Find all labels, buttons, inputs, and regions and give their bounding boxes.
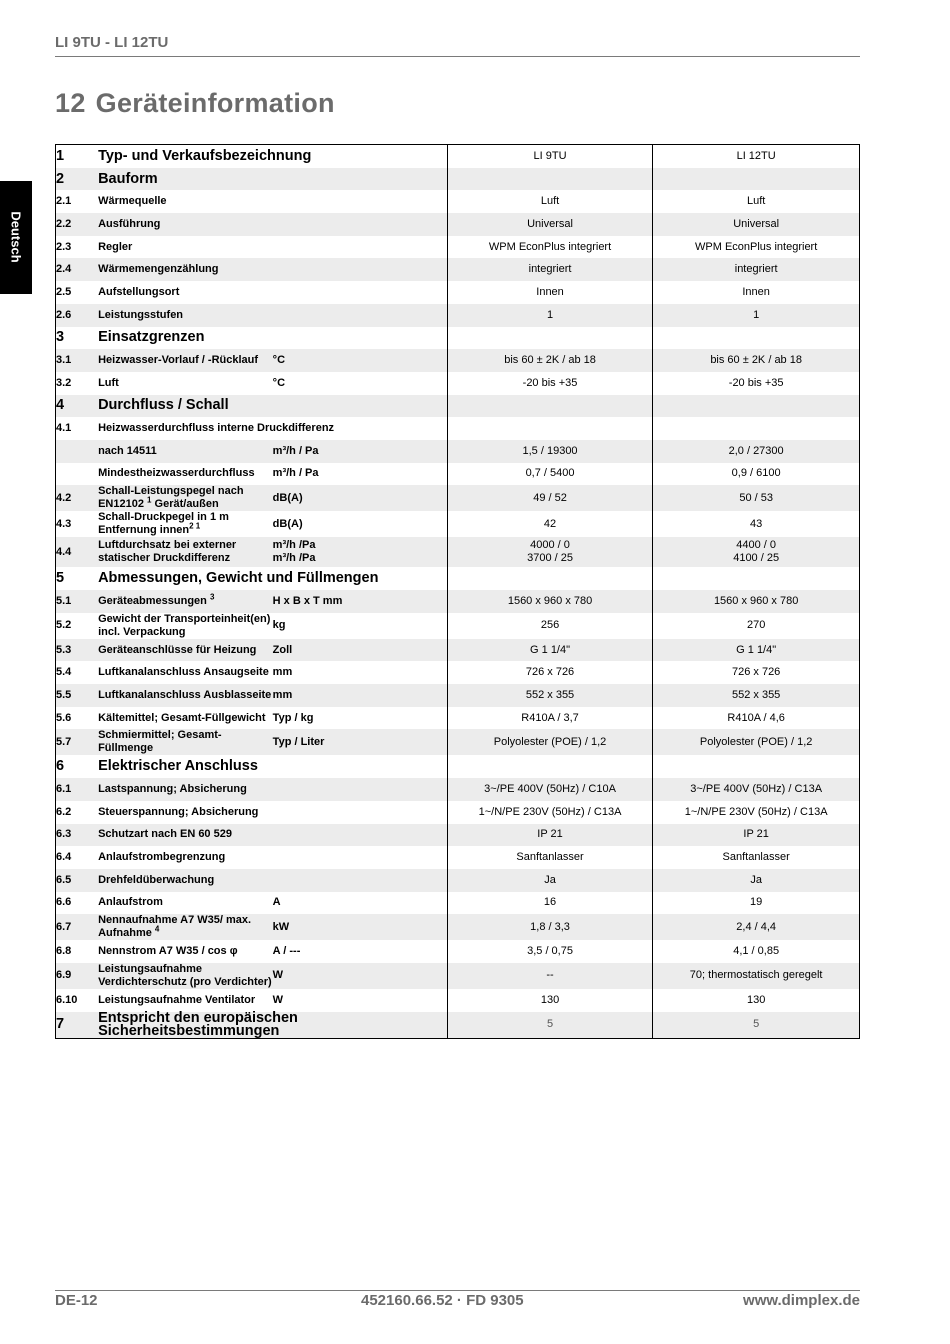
value-li12tu bbox=[653, 395, 860, 418]
row-label: Gewicht der Transporteinheit(en) incl. Verpackung bbox=[98, 612, 271, 638]
value-li9tu: 3~/PE 400V (50Hz) / C10A bbox=[447, 778, 653, 801]
value-li12tu: Luft bbox=[746, 195, 766, 208]
row-number: 2.3 bbox=[56, 240, 72, 253]
table-row bbox=[56, 258, 860, 281]
value-li9tu: R410A / 3,7 bbox=[447, 707, 653, 730]
row-label: Lastspannung; Absicherung bbox=[98, 778, 273, 801]
row-unit: m³/h / Pa bbox=[272, 467, 319, 480]
value-li9tu bbox=[447, 168, 653, 191]
row-label: Entspricht den europäischen Sicherheitsbestimmungen bbox=[98, 1012, 447, 1039]
row-label: Ausführung bbox=[98, 213, 273, 236]
value-li12tu: Ja bbox=[653, 869, 860, 892]
row-number: 7 bbox=[56, 1012, 99, 1039]
row-unit: A bbox=[272, 896, 281, 909]
website-link[interactable]: www.dimplex.de bbox=[743, 1292, 860, 1309]
row-label-suffix: Gerät/außen bbox=[151, 498, 219, 511]
value-li9tu bbox=[447, 417, 653, 440]
row-number: 6.9 bbox=[56, 963, 99, 989]
row-unit bbox=[273, 304, 448, 327]
row-label: Heizwasser-Vorlauf / -Rücklauf bbox=[98, 349, 273, 372]
value-li9tu bbox=[447, 395, 653, 418]
row-number: 4.2 bbox=[56, 485, 99, 511]
table-row bbox=[56, 755, 860, 778]
value-li9tu bbox=[447, 755, 653, 778]
table-row bbox=[56, 613, 860, 639]
value-li9tu: G 1 1/4" bbox=[447, 639, 653, 662]
table-row bbox=[56, 846, 860, 869]
value-line: 4100 / 25 bbox=[733, 552, 780, 565]
row-label: nach 14511 bbox=[98, 440, 273, 463]
value-li12tu: 1560 x 960 x 780 bbox=[653, 590, 860, 613]
row-number: 6.10 bbox=[56, 993, 78, 1006]
value-li12tu: 1 bbox=[653, 304, 860, 327]
row-label: Luftkanalanschluss Ausblasseite bbox=[98, 684, 273, 707]
row-number: 5 bbox=[56, 570, 65, 587]
row-unit bbox=[273, 778, 448, 801]
document-number: 452160.66.52 · FD 9305 bbox=[361, 1292, 524, 1309]
value-li9tu: Luft bbox=[447, 190, 653, 213]
row-unit-line: m³/h /Pa bbox=[272, 539, 316, 552]
value-li12tu: Polyolester (POE) / 1,2 bbox=[653, 729, 860, 755]
row-number bbox=[56, 440, 99, 463]
value-li9tu: integriert bbox=[447, 258, 653, 281]
row-unit bbox=[273, 258, 448, 281]
row-number: 3.1 bbox=[56, 349, 99, 372]
value-li12tu: R410A / 4,6 bbox=[727, 711, 785, 724]
value-li12tu: 2,0 / 27300 bbox=[653, 440, 860, 463]
row-label: Typ- und Verkaufsbezeichnung bbox=[98, 147, 312, 164]
value-li12tu: -20 bis +35 bbox=[728, 376, 784, 389]
row-number: 2.5 bbox=[56, 285, 72, 298]
table-row bbox=[56, 281, 860, 304]
row-unit: Typ / kg bbox=[272, 711, 314, 724]
value-li9tu: 130 bbox=[447, 989, 653, 1012]
table-row bbox=[56, 417, 860, 440]
footer-divider bbox=[55, 1290, 860, 1291]
table-row bbox=[56, 684, 860, 707]
table-row bbox=[56, 639, 860, 662]
row-label: Steuerspannung; Absicherung bbox=[98, 805, 259, 818]
row-label: Luftkanalanschluss Ansaugseite bbox=[98, 666, 269, 679]
table-row bbox=[56, 892, 860, 915]
row-label: Anlaufstrombegrenzung bbox=[98, 851, 226, 864]
row-number: 6.2 bbox=[56, 805, 72, 818]
row-unit bbox=[273, 213, 448, 236]
table-row bbox=[56, 824, 860, 847]
row-label bbox=[98, 511, 273, 537]
table-row bbox=[56, 989, 860, 1012]
table-row bbox=[56, 168, 860, 191]
value-li12tu: 2,4 / 4,4 bbox=[653, 914, 860, 940]
table-row bbox=[56, 869, 860, 892]
table-row bbox=[56, 304, 860, 327]
row-label: Regler bbox=[98, 240, 133, 253]
row-number: 5.3 bbox=[56, 639, 99, 662]
value-li9tu: 1,5 / 19300 bbox=[447, 440, 653, 463]
row-unit: Zoll bbox=[273, 639, 448, 662]
table-row bbox=[56, 511, 860, 537]
value-li9tu: WPM EconPlus integriert bbox=[447, 236, 653, 259]
row-number: 2.1 bbox=[56, 195, 72, 208]
row-label: Wärmequelle bbox=[98, 195, 167, 208]
row-unit bbox=[273, 537, 448, 567]
row-label bbox=[98, 914, 273, 940]
row-number: 3.2 bbox=[56, 376, 72, 389]
table-row bbox=[56, 372, 860, 395]
value-li12tu: 270 bbox=[746, 619, 766, 632]
value-li9tu: 1560 x 960 x 780 bbox=[447, 590, 653, 613]
value-li12tu bbox=[653, 327, 860, 350]
value-li9tu: -- bbox=[447, 963, 653, 989]
row-label: Aufstellungsort bbox=[98, 285, 180, 298]
value-li12tu: Universal bbox=[653, 213, 860, 236]
row-unit: kg bbox=[272, 619, 286, 632]
value-li9tu: 16 bbox=[447, 892, 653, 915]
table-row bbox=[56, 729, 860, 755]
value-li9tu: 1 bbox=[447, 304, 653, 327]
row-unit: H x B x T mm bbox=[273, 590, 448, 613]
value-li12tu: 70; thermostatisch geregelt bbox=[653, 963, 860, 989]
row-number: 4 bbox=[56, 395, 99, 418]
row-label-text: Nennaufnahme A7 W35/ max. Aufnahme bbox=[98, 914, 252, 940]
row-number: 5.5 bbox=[56, 684, 99, 707]
value-li12tu: integriert bbox=[653, 258, 860, 281]
row-unit: °C bbox=[272, 376, 286, 389]
value-li12tu bbox=[653, 567, 860, 590]
value-li9tu: 256 bbox=[447, 613, 653, 639]
row-number: 5.4 bbox=[56, 666, 72, 679]
table-row bbox=[56, 349, 860, 372]
value-li12tu: bis 60 ± 2K / ab 18 bbox=[653, 349, 860, 372]
row-label: Wärmemengenzählung bbox=[98, 258, 273, 281]
row-label: Anlaufstrom bbox=[98, 896, 163, 909]
row-number: 6.1 bbox=[56, 778, 99, 801]
row-unit: dB(A) bbox=[272, 517, 303, 530]
row-unit bbox=[273, 846, 448, 869]
value-li12tu: WPM EconPlus integriert bbox=[695, 240, 818, 253]
table-row bbox=[56, 914, 860, 940]
row-number: 4.4 bbox=[56, 537, 99, 567]
row-unit: W bbox=[273, 963, 448, 989]
value-li12tu: LI 12TU bbox=[736, 149, 776, 162]
value-li9tu: 552 x 355 bbox=[447, 684, 653, 707]
value-li9tu: 3,5 / 0,75 bbox=[447, 940, 653, 963]
row-unit bbox=[273, 281, 448, 304]
row-number: 6.5 bbox=[56, 869, 99, 892]
value-li9tu: 1,8 / 3,3 bbox=[447, 914, 653, 940]
document-header-title: LI 9TU - LI 12TU bbox=[55, 34, 169, 51]
row-label bbox=[98, 485, 273, 511]
section-number: 12 bbox=[55, 88, 86, 118]
value-li12tu: 3~/PE 400V (50Hz) / C13A bbox=[653, 778, 860, 801]
row-number: 5.6 bbox=[56, 711, 72, 724]
footnote-marker: 4 bbox=[154, 924, 160, 934]
value-li9tu: 49 / 52 bbox=[447, 485, 653, 511]
table-row bbox=[56, 707, 860, 730]
value-li9tu bbox=[447, 537, 653, 567]
row-unit: W bbox=[272, 993, 284, 1006]
row-number: 6.8 bbox=[56, 945, 72, 958]
value-line: 4000 / 0 bbox=[530, 539, 570, 552]
row-label: Luft bbox=[98, 376, 119, 389]
table-row bbox=[56, 485, 860, 511]
row-number: 2.6 bbox=[56, 304, 99, 327]
row-unit-line: m³/h /Pa bbox=[272, 552, 316, 565]
row-number: 5.7 bbox=[56, 729, 99, 755]
device-specification-table bbox=[55, 144, 860, 1039]
row-number: 6.6 bbox=[56, 896, 72, 909]
row-number: 6.7 bbox=[56, 914, 99, 940]
value-li12tu bbox=[653, 537, 860, 567]
row-label: Heizwasserdurchfluss interne Druckdifferenz bbox=[98, 422, 335, 435]
row-label: Leistungsaufnahme Ventilator bbox=[98, 993, 256, 1006]
footnote-marker: 3 bbox=[209, 592, 215, 602]
table-row bbox=[56, 1012, 860, 1039]
value-li9tu: -20 bis +35 bbox=[447, 372, 653, 395]
row-label: Geräteanschlüsse für Heizung bbox=[98, 639, 273, 662]
row-label-text: Schall-Leistungspegel nach EN12102 bbox=[98, 485, 244, 511]
footnote-marker: 2 1 bbox=[189, 521, 201, 531]
value-li9tu: 5 bbox=[447, 1012, 653, 1039]
row-number: 2 bbox=[56, 168, 99, 191]
value-li9tu: Innen bbox=[447, 281, 653, 304]
table-row bbox=[56, 537, 860, 567]
value-li9tu: 42 bbox=[447, 511, 653, 537]
value-li9tu: bis 60 ± 2K / ab 18 bbox=[447, 349, 653, 372]
row-number: 5.2 bbox=[56, 619, 72, 632]
value-line: 3700 / 25 bbox=[527, 552, 573, 565]
value-li12tu: Sanftanlasser bbox=[722, 851, 790, 864]
row-number: 2.4 bbox=[56, 258, 99, 281]
row-number: 5.1 bbox=[56, 590, 99, 613]
row-unit bbox=[273, 824, 448, 847]
row-label: Leistungsaufnahme Verdichterschutz (pro Verdichter) bbox=[98, 962, 272, 988]
row-label: Schmiermittel; Gesamt-Füllmenge bbox=[98, 729, 273, 755]
value-li9tu: Polyolester (POE) / 1,2 bbox=[447, 729, 653, 755]
value-li9tu bbox=[447, 567, 653, 590]
value-li12tu bbox=[653, 168, 860, 191]
value-li12tu: 552 x 355 bbox=[653, 684, 860, 707]
table-row bbox=[56, 778, 860, 801]
value-li9tu: IP 21 bbox=[447, 824, 653, 847]
value-li12tu: 130 bbox=[746, 993, 766, 1006]
table-row bbox=[56, 940, 860, 963]
value-li9tu: 1~/N/PE 230V (50Hz) / C13A bbox=[447, 801, 653, 824]
row-number: 1 bbox=[56, 147, 65, 164]
table-row bbox=[56, 661, 860, 684]
row-number: 6.3 bbox=[56, 824, 99, 847]
row-label-text: Schall-Druckpegel in 1 m Entfernung innen bbox=[98, 511, 229, 537]
section-title: Geräteinformation bbox=[95, 88, 335, 118]
row-label: Durchfluss / Schall bbox=[98, 395, 447, 418]
row-label: Mindestheizwasserdurchfluss bbox=[98, 467, 255, 480]
row-label: Abmessungen, Gewicht und Füllmengen bbox=[98, 570, 379, 587]
row-label: Nennstrom A7 W35 / cos φ bbox=[98, 945, 238, 958]
table-row bbox=[56, 590, 860, 613]
language-side-tab bbox=[0, 181, 32, 294]
row-number: 4.3 bbox=[56, 517, 72, 530]
row-label: Bauform bbox=[98, 168, 447, 191]
value-li12tu: G 1 1/4" bbox=[653, 639, 860, 662]
value-li9tu: 726 x 726 bbox=[447, 661, 653, 684]
table-row bbox=[56, 463, 860, 486]
footnote-marker: 1 bbox=[147, 495, 152, 505]
section-heading bbox=[55, 88, 335, 119]
page-number: DE-12 bbox=[55, 1292, 98, 1309]
value-li12tu: 1~/N/PE 230V (50Hz) / C13A bbox=[684, 805, 828, 818]
value-li12tu: 5 bbox=[653, 1012, 860, 1039]
value-li12tu bbox=[653, 417, 860, 440]
table-row bbox=[56, 963, 860, 989]
row-unit bbox=[273, 801, 448, 824]
row-label bbox=[98, 590, 273, 613]
row-number: 4.1 bbox=[56, 422, 72, 435]
value-li12tu: 50 / 53 bbox=[653, 485, 860, 511]
value-li12tu: 4,1 / 0,85 bbox=[733, 945, 780, 958]
value-li9tu: Ja bbox=[447, 869, 653, 892]
table-row bbox=[56, 145, 860, 168]
value-li12tu: 726 x 726 bbox=[731, 666, 781, 679]
table-row bbox=[56, 327, 860, 350]
row-number bbox=[56, 463, 99, 486]
table-row bbox=[56, 801, 860, 824]
table-row bbox=[56, 213, 860, 236]
row-unit: kW bbox=[273, 914, 448, 940]
value-li12tu: 0,9 / 6100 bbox=[731, 467, 781, 480]
row-unit bbox=[273, 236, 448, 259]
value-li9tu bbox=[447, 327, 653, 350]
row-unit: °C bbox=[273, 349, 448, 372]
row-unit: mm bbox=[273, 684, 448, 707]
row-number: 3 bbox=[56, 329, 65, 346]
row-label: Schutzart nach EN 60 529 bbox=[98, 824, 273, 847]
row-label: Drehfeldüberwachung bbox=[98, 869, 273, 892]
row-unit: A / --- bbox=[272, 945, 301, 958]
value-line: 4400 / 0 bbox=[736, 539, 777, 552]
table-row bbox=[56, 567, 860, 590]
value-li9tu: 0,7 / 5400 bbox=[447, 463, 653, 486]
row-label: Leistungsstufen bbox=[98, 304, 273, 327]
row-unit: Typ / Liter bbox=[273, 729, 448, 755]
header-divider bbox=[55, 56, 860, 57]
table-row bbox=[56, 236, 860, 259]
row-label: Elektrischer Anschluss bbox=[98, 758, 258, 775]
value-li9tu: Universal bbox=[447, 213, 653, 236]
row-number: 2.2 bbox=[56, 213, 99, 236]
table-row bbox=[56, 190, 860, 213]
language-tab-label: Deutsch bbox=[8, 211, 24, 263]
row-unit bbox=[273, 869, 448, 892]
row-unit: dB(A) bbox=[273, 485, 448, 511]
value-li9tu: LI 9TU bbox=[447, 145, 653, 168]
row-number: 6 bbox=[56, 758, 65, 775]
value-li12tu: 19 bbox=[750, 896, 763, 909]
row-number: 6.4 bbox=[56, 851, 72, 864]
row-unit: mm bbox=[272, 666, 293, 679]
value-li12tu bbox=[653, 755, 860, 778]
value-li12tu: Innen bbox=[742, 285, 770, 298]
row-unit: m³/h / Pa bbox=[273, 440, 448, 463]
value-li12tu: IP 21 bbox=[653, 824, 860, 847]
row-label: Luftdurchsatz bei externer statischer Druckdifferenz bbox=[98, 537, 273, 567]
table-row bbox=[56, 395, 860, 418]
table-row bbox=[56, 440, 860, 463]
value-li9tu: Sanftanlasser bbox=[447, 846, 653, 869]
value-li12tu: 43 bbox=[750, 517, 763, 530]
row-label: Kältemittel; Gesamt-Füllgewicht bbox=[98, 711, 266, 724]
row-label: Einsatzgrenzen bbox=[98, 329, 205, 346]
row-unit bbox=[273, 190, 448, 213]
row-label-text: Geräteabmessungen bbox=[98, 594, 207, 607]
